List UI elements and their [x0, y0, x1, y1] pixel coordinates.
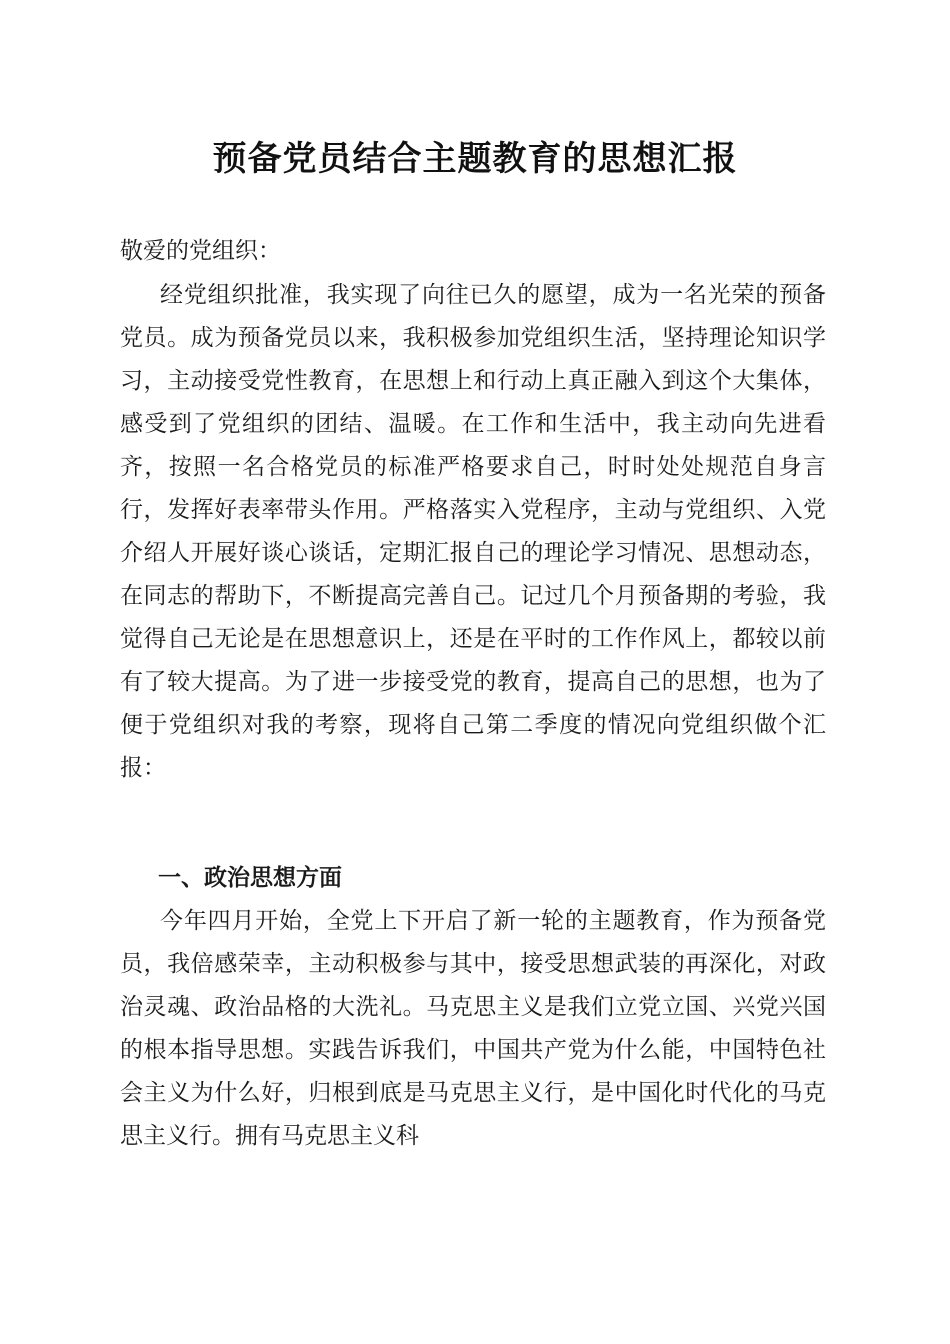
document-title: 预备党员结合主题教育的思想汇报	[212, 139, 738, 179]
paragraph-political-thought: 今年四月开始，全党上下开启了新一轮的主题教育，作为预备党员，我倍感荣幸，主动积极参与其中，接受思想武装的再深化，对政治灵魂、政治品格的大洗礼。马克思主义是我们立党立国、兴党兴国的根本指导思想。实践告诉我们，中国共产党为什么能，中国特色社会主义为什么好，归根到底是马克思主义行，是中国化时代化的马克思主义行。拥有马克思主义科	[120, 908, 826, 1149]
paragraph-intro: 经党组织批准，我实现了向往已久的愿望，成为一名光荣的预备党员。成为预备党员以来，我积极参加党组织生活，坚持理论知识学习，主动接受党性教育，在思想上和行动上真正融入到这个大集体，感受到了党组织的团结、温暖。在工作和生活中，我主动向先进看齐，按照一名合格党员的标准严格要求自己，时时处处规范自身言行，发挥好表率带头作用。严格落实入党程序，主动与党组织、入党介绍人开展好谈心谈话，定期汇报自己的理论学习情况、思想动态，在同志的帮助下，不断提高完善自己。记过几个月预备期的考验，我觉得自己无论是在思想意识上，还是在平时的工作作风上，都较以前有了较大提高。为了进一步接受党的教育，提高自己的思想，也为了便于党组织对我的考察，现将自己第二季度的情况向党组织做个汇报：	[120, 282, 826, 781]
section-heading-political-thought: 一、政治思想方面	[158, 865, 342, 891]
salutation: 敬爱的党组织：	[120, 238, 281, 264]
